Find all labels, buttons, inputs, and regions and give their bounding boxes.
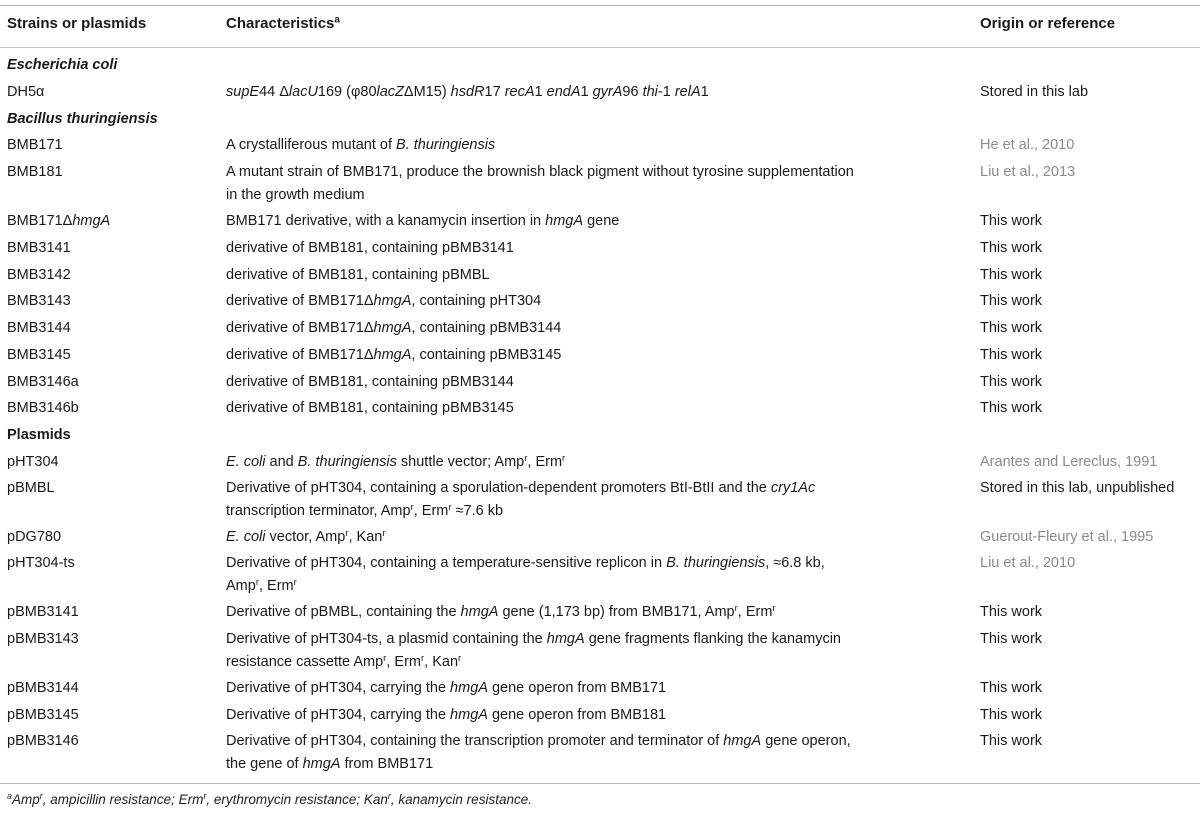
section-bt: Bacillus thuringiensis bbox=[7, 111, 158, 127]
strain-name: BMB3145 bbox=[7, 347, 71, 363]
strain-name: BMB171ΔhmgA bbox=[7, 213, 111, 229]
strain-name: BMB3144 bbox=[7, 320, 71, 336]
origin: This work bbox=[980, 631, 1043, 647]
characteristics: derivative of BMB181, containing pBMB3144 bbox=[226, 374, 514, 390]
footnote-mark: a bbox=[7, 791, 13, 802]
plasmid-name: pDG780 bbox=[7, 529, 62, 545]
characteristics: Derivative of pHT304-ts, a plasmid containing the hmgA gene fragments flanking the kanamycin resistance cassette Amp$^r$, Erm$^r$, Kan$^r$ bbox=[226, 631, 841, 670]
reference-link[interactable]: Arantes and Lereclus, 1991 bbox=[980, 454, 1158, 470]
characteristics: Derivative of pBMBL, containing the hmgA gene (1,173 bp) from BMB171, Amp$^r$, Erm$^r$ bbox=[226, 602, 776, 620]
header-characteristics bbox=[226, 0, 946, 48]
table-bottom-rule bbox=[0, 783, 1200, 784]
strain-name: DH5α bbox=[7, 84, 45, 100]
strain-name: BMB3142 bbox=[7, 267, 71, 283]
section-ecoli: Escherichia coli bbox=[7, 57, 118, 73]
characteristics: derivative of BMB181, containing pBMBL bbox=[226, 267, 490, 283]
plasmid-name: pHT304 bbox=[7, 454, 59, 470]
origin: This work bbox=[980, 240, 1043, 256]
characteristics: Derivative of pHT304, containing the transcription promoter and terminator of hmgA gene operon, the gene of hmgA from BMB171 bbox=[226, 733, 851, 772]
header-origin: Origin or reference bbox=[980, 15, 1116, 32]
origin: Stored in this lab, unpublished bbox=[980, 480, 1175, 496]
header-strains: Strains or plasmids bbox=[7, 15, 147, 32]
characteristics: Derivative of pHT304, carrying the hmgA gene operon from BMB171 bbox=[226, 680, 667, 696]
characteristics: A mutant strain of BMB171, produce the brownish black pigment without tyrosine supplementation in the growth medium bbox=[226, 164, 854, 203]
origin: This work bbox=[980, 320, 1043, 336]
origin: This work bbox=[980, 707, 1043, 723]
plasmid-name: pBMBL bbox=[7, 480, 55, 496]
origin: This work bbox=[980, 680, 1043, 696]
plasmid-name: pBMB3146 bbox=[7, 733, 79, 749]
plasmid-name: pHT304-ts bbox=[7, 555, 75, 571]
strain-name: BMB181 bbox=[7, 164, 63, 180]
strain-name: BMB3146a bbox=[7, 374, 79, 390]
characteristics: Derivative of pHT304, carrying the hmgA gene operon from BMB181 bbox=[226, 707, 667, 723]
origin: This work bbox=[980, 267, 1043, 283]
characteristics: derivative of BMB181, containing pBMB3145 bbox=[226, 400, 514, 416]
origin: This work bbox=[980, 293, 1043, 309]
strain-name: BMB3141 bbox=[7, 240, 71, 256]
characteristics: derivative of BMB171ΔhmgA, containing pBMB3144 bbox=[226, 320, 562, 336]
reference-link[interactable]: Liu et al., 2010 bbox=[980, 555, 1076, 571]
strain-name: BMB3146b bbox=[7, 400, 79, 416]
plasmid-name: pBMB3145 bbox=[7, 707, 79, 723]
origin: This work bbox=[980, 347, 1043, 363]
origin: This work bbox=[980, 213, 1043, 229]
origin: This work bbox=[980, 733, 1043, 749]
plasmid-name: pBMB3143 bbox=[7, 631, 79, 647]
plasmid-name: pBMB3144 bbox=[7, 680, 79, 696]
characteristics: Derivative of pHT304, containing a temperature-sensitive replicon in B. thuringiensis, ≈6.8 kb, Amp$^r$, Erm$^r$ bbox=[226, 555, 825, 594]
origin: This work bbox=[980, 400, 1043, 416]
characteristics: BMB171 derivative, with a kanamycin insertion in hmgA gene bbox=[226, 213, 620, 229]
origin: This work bbox=[980, 374, 1043, 390]
header-characteristics-label: Characteristics bbox=[226, 15, 335, 32]
characteristics: derivative of BMB181, containing pBMB3141 bbox=[226, 240, 514, 256]
characteristics: derivative of BMB171ΔhmgA, containing pBMB3145 bbox=[226, 347, 562, 363]
reference-link[interactable]: Liu et al., 2013 bbox=[980, 164, 1076, 180]
characteristics: derivative of BMB171ΔhmgA, containing pHT304 bbox=[226, 293, 542, 309]
characteristics: E. coli and B. thuringiensis shuttle vector; Amp$^r$, Erm$^r$ bbox=[226, 452, 566, 470]
characteristics: A crystalliferous mutant of B. thuringiensis bbox=[226, 137, 496, 153]
header-footnote-mark: a bbox=[334, 14, 340, 26]
strain-name: BMB171 bbox=[7, 137, 63, 153]
reference-link[interactable]: He et al., 2010 bbox=[980, 137, 1075, 153]
plasmid-name: pBMB3141 bbox=[7, 604, 79, 620]
section-plasmids: Plasmids bbox=[7, 427, 71, 443]
origin: This work bbox=[980, 604, 1043, 620]
table-footnote: $^a$Amp$^r$, ampicillin resistance; Erm$^r$, erythromycin resistance; Kan$^r$, kanamycin resistance. bbox=[7, 791, 532, 807]
reference-link[interactable]: Guerout-Fleury et al., 1995 bbox=[980, 529, 1154, 545]
origin: Stored in this lab bbox=[980, 84, 1089, 100]
header-rule bbox=[0, 47, 1200, 48]
strain-name: BMB3143 bbox=[7, 293, 71, 309]
characteristics: E. coli vector, Amp$^r$, Kan$^r$ bbox=[226, 527, 386, 545]
characteristics: supE44 ΔlacU169 (φ80lacZΔM15) hsdR17 recA1 endA1 gyrA96 thi-1 relA1 bbox=[226, 84, 709, 100]
characteristics: Derivative of pHT304, containing a sporulation-dependent promoters BtI-BtII and the cry1Ac transcription terminator, Amp$^r$, Erm$^r$ ≈7.6 kb bbox=[226, 480, 816, 519]
